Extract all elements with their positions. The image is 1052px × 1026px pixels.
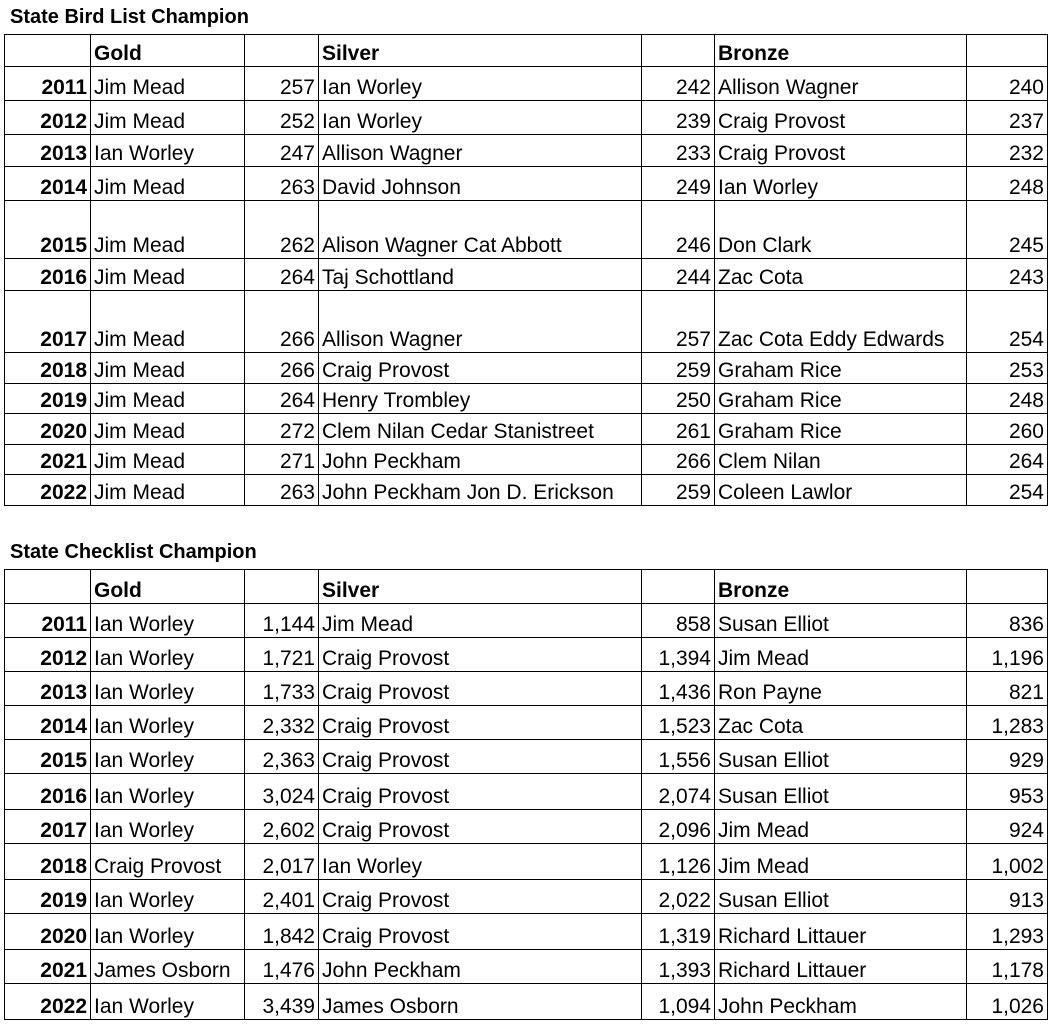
gold-score-cell: 1,733 [245,672,319,706]
year-cell: 2020 [5,414,91,445]
table-row [5,167,1048,201]
gold-name-cell: Jim Mead [91,445,245,475]
silver-score-cell: 1,523 [642,706,715,740]
bronze-name-cell: Susan Elliot [715,880,967,914]
silver-score-cell: 1,094 [642,984,715,1020]
silver-score-cell: 242 [642,67,715,101]
gold-score-cell: 2,363 [245,740,319,774]
gold-score-cell: 266 [245,353,319,384]
silver-name-cell: Henry Trombley [319,384,642,414]
silver-score-cell: 2,096 [642,810,715,844]
silver-name-cell: David Johnson [319,167,642,201]
bronze-name-cell: Jim Mead [715,844,967,880]
silver-name-cell: John Peckham [319,950,642,984]
header-cell [967,570,1048,604]
table-row [5,201,1048,259]
silver-name-cell: Craig Provost [319,914,642,950]
bronze-name-cell: Zac Cota [715,706,967,740]
bronze-name-cell: Graham Rice [715,384,967,414]
table-row [5,774,1048,810]
gold-name-cell: Ian Worley [91,880,245,914]
silver-name-cell: Craig Provost [319,706,642,740]
table-row [5,259,1048,291]
silver-name-cell: Jim Mead [319,604,642,638]
silver-score-cell: 266 [642,445,715,475]
gold-score-cell: 247 [245,135,319,167]
header-cell [642,35,715,67]
silver-name-cell: Alison Wagner Cat Abbott [319,201,642,259]
table-row [5,101,1048,135]
table-row [5,950,1048,984]
silver-score-cell: 1,556 [642,740,715,774]
table-row [5,414,1048,445]
bronze-score-cell: 248 [967,167,1048,201]
table-row [5,740,1048,774]
table-row [5,810,1048,844]
table-row [5,880,1048,914]
silver-score-cell: 233 [642,135,715,167]
table-row [5,672,1048,706]
gold-score-cell: 263 [245,167,319,201]
gold-name-cell: Craig Provost [91,844,245,880]
header-cell [245,570,319,604]
table-row [5,67,1048,101]
gold-name-cell: Jim Mead [91,353,245,384]
gold-name-cell: Jim Mead [91,67,245,101]
silver-score-cell: 1,436 [642,672,715,706]
year-cell: 2022 [5,984,91,1020]
table-row [5,384,1048,414]
gold-name-cell: Jim Mead [91,384,245,414]
header-cell [967,35,1048,67]
year-cell: 2015 [5,201,91,259]
silver-score-cell: 1,394 [642,638,715,672]
silver-score-cell: 246 [642,201,715,259]
year-cell: 2019 [5,384,91,414]
silver-score-cell: 259 [642,353,715,384]
year-cell: 2013 [5,672,91,706]
gold-score-cell: 272 [245,414,319,445]
bronze-name-cell: Graham Rice [715,414,967,445]
gold-name-cell: Jim Mead [91,259,245,291]
silver-score-cell: 250 [642,384,715,414]
bronze-name-cell: Graham Rice [715,353,967,384]
year-cell: 2012 [5,638,91,672]
silver-score-cell: 244 [642,259,715,291]
header-cell [5,570,91,604]
bronze-score-cell: 1,196 [967,638,1048,672]
bronze-name-cell: Jim Mead [715,810,967,844]
silver-score-cell: 1,393 [642,950,715,984]
silver-name-cell: Craig Provost [319,353,642,384]
silver-name-cell: Allison Wagner [319,135,642,167]
bronze-score-cell: 924 [967,810,1048,844]
silver-score-cell: 249 [642,167,715,201]
silver-score-cell: 2,022 [642,880,715,914]
bronze-score-cell: 245 [967,201,1048,259]
year-cell: 2014 [5,706,91,740]
bronze-score-cell: 1,178 [967,950,1048,984]
gold-name-cell: Ian Worley [91,810,245,844]
year-cell: 2021 [5,445,91,475]
table-row [5,914,1048,950]
header-cell: Bronze [715,35,967,67]
year-cell: 2012 [5,101,91,135]
silver-score-cell: 858 [642,604,715,638]
table-row [5,445,1048,475]
gold-name-cell: Ian Worley [91,672,245,706]
table-row [5,353,1048,384]
bronze-name-cell: Craig Provost [715,135,967,167]
gold-score-cell: 266 [245,291,319,353]
silver-name-cell: Allison Wagner [319,291,642,353]
bronze-score-cell: 254 [967,475,1048,506]
bronze-score-cell: 1,002 [967,844,1048,880]
silver-name-cell: Clem Nilan Cedar Stanistreet [319,414,642,445]
bronze-name-cell: Richard Littauer [715,914,967,950]
silver-score-cell: 2,074 [642,774,715,810]
silver-name-cell: Craig Provost [319,880,642,914]
silver-name-cell: Craig Provost [319,740,642,774]
header-cell: Silver [319,35,642,67]
gold-score-cell: 2,602 [245,810,319,844]
bronze-score-cell: 913 [967,880,1048,914]
gold-score-cell: 2,401 [245,880,319,914]
silver-name-cell: Craig Provost [319,672,642,706]
table-row [5,706,1048,740]
bronze-score-cell: 1,283 [967,706,1048,740]
gold-score-cell: 1,476 [245,950,319,984]
year-cell: 2020 [5,914,91,950]
silver-name-cell: Ian Worley [319,67,642,101]
bronze-score-cell: 260 [967,414,1048,445]
bronze-score-cell: 1,026 [967,984,1048,1020]
silver-name-cell: Craig Provost [319,774,642,810]
gold-name-cell: James Osborn [91,950,245,984]
gold-score-cell: 263 [245,475,319,506]
silver-name-cell: Craig Provost [319,638,642,672]
header-row [5,570,1048,604]
header-cell: Bronze [715,570,967,604]
gold-name-cell: Ian Worley [91,706,245,740]
gold-score-cell: 2,332 [245,706,319,740]
gold-score-cell: 3,024 [245,774,319,810]
year-cell: 2016 [5,774,91,810]
bronze-score-cell: 1,293 [967,914,1048,950]
gold-score-cell: 1,144 [245,604,319,638]
gold-score-cell: 257 [245,67,319,101]
header-cell: Gold [91,570,245,604]
bronze-name-cell: Susan Elliot [715,774,967,810]
silver-name-cell: James Osborn [319,984,642,1020]
gold-name-cell: Ian Worley [91,604,245,638]
bronze-name-cell: Zac Cota [715,259,967,291]
gold-name-cell: Jim Mead [91,101,245,135]
silver-name-cell: Craig Provost [319,810,642,844]
bird-list-table [4,34,1048,506]
header-cell [245,35,319,67]
bronze-name-cell: Craig Provost [715,101,967,135]
bronze-name-cell: Susan Elliot [715,740,967,774]
silver-score-cell: 1,126 [642,844,715,880]
year-cell: 2015 [5,740,91,774]
year-cell: 2018 [5,844,91,880]
gold-score-cell: 1,721 [245,638,319,672]
gold-name-cell: Ian Worley [91,774,245,810]
bronze-name-cell: Allison Wagner [715,67,967,101]
year-cell: 2018 [5,353,91,384]
gold-name-cell: Ian Worley [91,984,245,1020]
header-cell: Silver [319,570,642,604]
bronze-name-cell: Ian Worley [715,167,967,201]
gold-name-cell: Jim Mead [91,201,245,259]
gold-score-cell: 252 [245,101,319,135]
bronze-score-cell: 929 [967,740,1048,774]
gold-name-cell: Jim Mead [91,475,245,506]
gold-score-cell: 264 [245,384,319,414]
bronze-score-cell: 232 [967,135,1048,167]
header-cell [642,570,715,604]
header-cell [5,35,91,67]
gold-score-cell: 271 [245,445,319,475]
bronze-score-cell: 254 [967,291,1048,353]
year-cell: 2022 [5,475,91,506]
table-row [5,604,1048,638]
table-row [5,135,1048,167]
bronze-name-cell: Zac Cota Eddy Edwards [715,291,967,353]
gold-name-cell: Jim Mead [91,414,245,445]
checklist-title: State Checklist Champion [10,541,257,563]
bronze-score-cell: 237 [967,101,1048,135]
gold-name-cell: Ian Worley [91,914,245,950]
silver-score-cell: 259 [642,475,715,506]
bronze-score-cell: 253 [967,353,1048,384]
bird-list-title: State Bird List Champion [10,6,249,28]
checklist-table [4,569,1048,1020]
gold-name-cell: Ian Worley [91,638,245,672]
gold-score-cell: 2,017 [245,844,319,880]
bronze-name-cell: Ron Payne [715,672,967,706]
bronze-score-cell: 264 [967,445,1048,475]
bronze-score-cell: 953 [967,774,1048,810]
year-cell: 2017 [5,810,91,844]
header-cell: Gold [91,35,245,67]
silver-name-cell: Taj Schottland [319,259,642,291]
year-cell: 2013 [5,135,91,167]
header-row [5,35,1048,67]
gold-name-cell: Jim Mead [91,291,245,353]
year-cell: 2019 [5,880,91,914]
silver-name-cell: Ian Worley [319,844,642,880]
gold-name-cell: Ian Worley [91,740,245,774]
table-row [5,291,1048,353]
bronze-name-cell: John Peckham [715,984,967,1020]
year-cell: 2011 [5,604,91,638]
silver-name-cell: John Peckham Jon D. Erickson [319,475,642,506]
bronze-name-cell: Clem Nilan [715,445,967,475]
bronze-score-cell: 240 [967,67,1048,101]
table-row [5,475,1048,506]
gold-name-cell: Jim Mead [91,167,245,201]
silver-score-cell: 261 [642,414,715,445]
silver-score-cell: 239 [642,101,715,135]
silver-score-cell: 257 [642,291,715,353]
year-cell: 2021 [5,950,91,984]
bronze-name-cell: Jim Mead [715,638,967,672]
year-cell: 2017 [5,291,91,353]
bronze-name-cell: Coleen Lawlor [715,475,967,506]
gold-score-cell: 3,439 [245,984,319,1020]
year-cell: 2011 [5,67,91,101]
gold-score-cell: 264 [245,259,319,291]
year-cell: 2014 [5,167,91,201]
year-cell: 2016 [5,259,91,291]
gold-score-cell: 262 [245,201,319,259]
silver-score-cell: 1,319 [642,914,715,950]
bronze-name-cell: Don Clark [715,201,967,259]
bronze-name-cell: Susan Elliot [715,604,967,638]
table-row [5,984,1048,1020]
bronze-score-cell: 821 [967,672,1048,706]
silver-name-cell: John Peckham [319,445,642,475]
gold-name-cell: Ian Worley [91,135,245,167]
table-row [5,844,1048,880]
bronze-name-cell: Richard Littauer [715,950,967,984]
bronze-score-cell: 243 [967,259,1048,291]
table-row [5,638,1048,672]
silver-name-cell: Ian Worley [319,101,642,135]
bronze-score-cell: 248 [967,384,1048,414]
bronze-score-cell: 836 [967,604,1048,638]
gold-score-cell: 1,842 [245,914,319,950]
